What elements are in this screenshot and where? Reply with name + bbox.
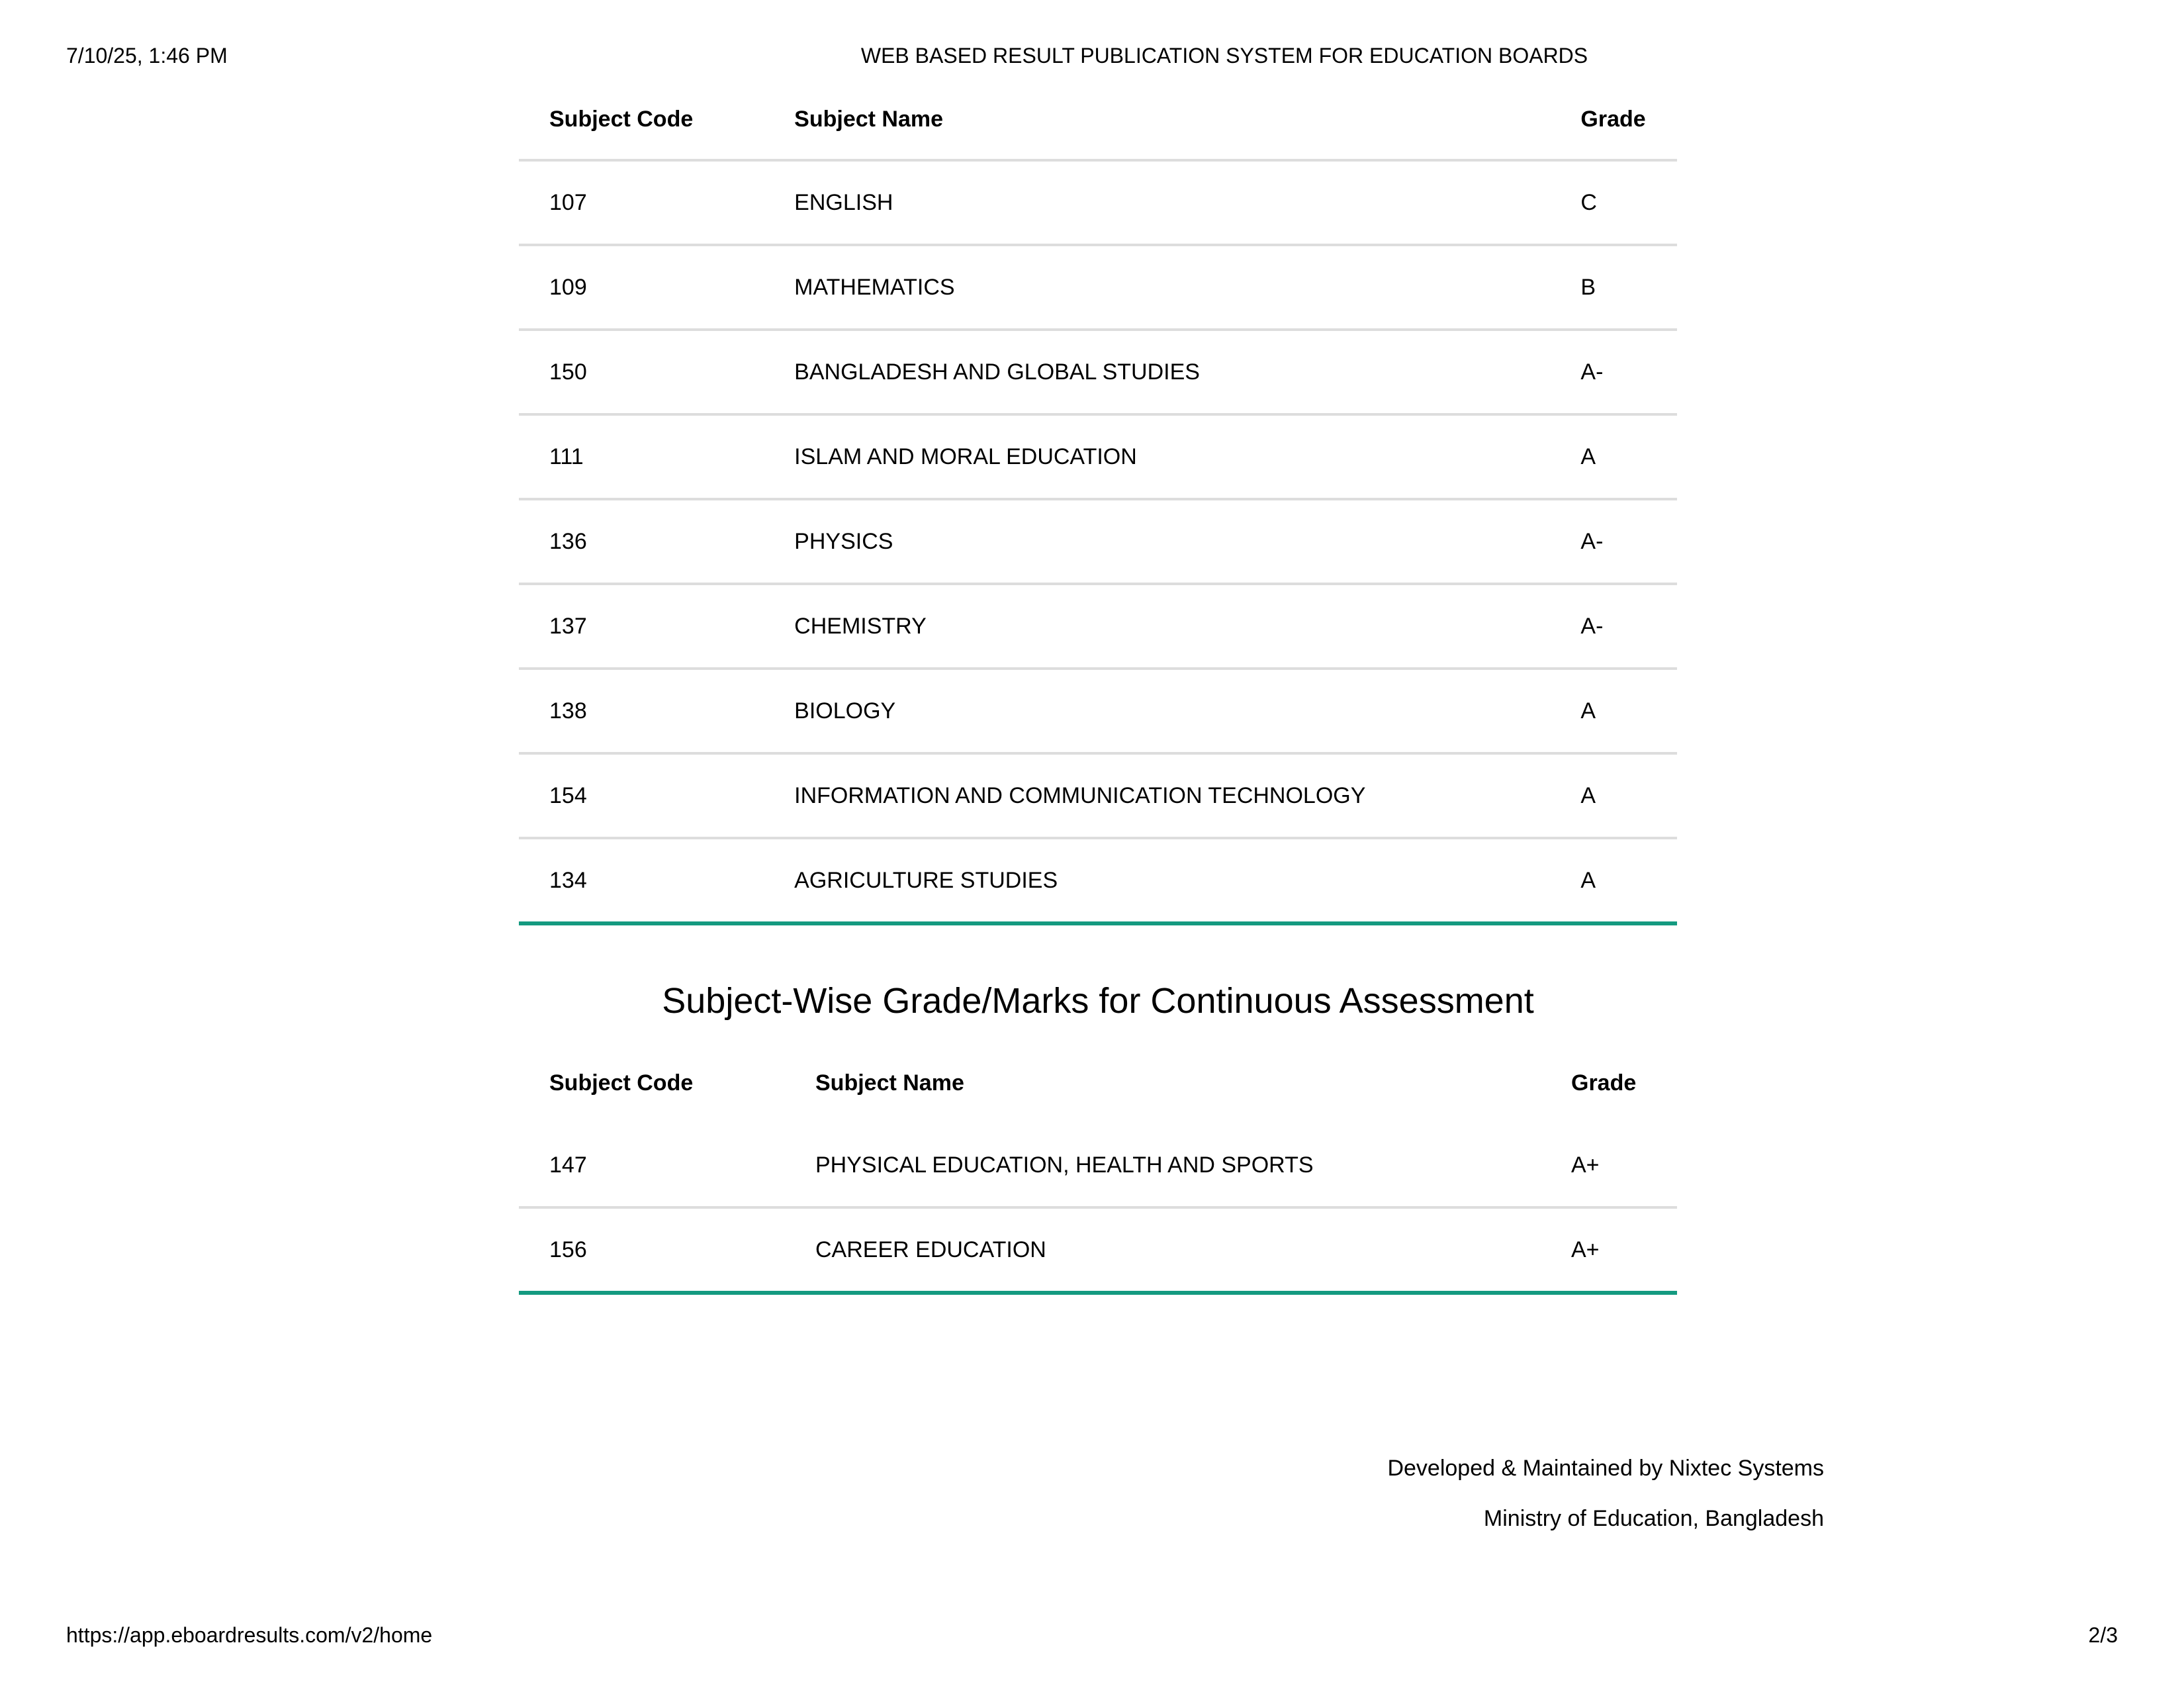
results-content: [519, 79, 1677, 1295]
table-row: [519, 669, 1677, 753]
developer-credit: Developed & Maintained by Nixtec Systems: [1387, 1456, 1824, 1481]
subject-name: ISLAM AND MORAL EDUCATION: [764, 414, 1550, 499]
table-row: [519, 414, 1677, 499]
subject-code-header: Subject Code: [549, 1070, 694, 1096]
print-page-number: 2/3: [2088, 1623, 2118, 1647]
table-row: [519, 330, 1677, 414]
site-credits: [1387, 1443, 1824, 1544]
subject-name: BANGLADESH AND GLOBAL STUDIES: [764, 330, 1550, 414]
subject-name: PHYSICAL EDUCATION, HEALTH AND SPORTS: [785, 1124, 1541, 1207]
subject-name: CHEMISTRY: [764, 584, 1550, 669]
subject-grade: A: [1550, 414, 1677, 499]
subject-code: 138: [519, 669, 764, 753]
subject-code: 147: [519, 1124, 785, 1207]
grade-header: Grade: [1571, 1070, 1637, 1096]
subject-name-header: Subject Name: [815, 1070, 964, 1096]
subject-grade: B: [1550, 245, 1677, 330]
ministry-credit: Ministry of Education, Bangladesh: [1483, 1506, 1824, 1531]
subject-grade: A: [1550, 669, 1677, 753]
subject-name: ENGLISH: [764, 160, 1550, 245]
subject-code-header: Subject Code: [519, 79, 764, 160]
subject-grade: A+: [1541, 1207, 1677, 1293]
subject-name: PHYSICS: [764, 499, 1550, 584]
subject-grade: A-: [1550, 584, 1677, 669]
subject-grade: A-: [1550, 499, 1677, 584]
subject-name: AGRICULTURE STUDIES: [764, 838, 1550, 923]
grade-header: Grade: [1550, 79, 1677, 160]
continuous-assessment-table: [519, 1042, 1677, 1295]
subject-code: 156: [519, 1207, 785, 1293]
table-row: [519, 838, 1677, 923]
subject-name: BIOLOGY: [764, 669, 1550, 753]
subject-grades-table: [519, 79, 1677, 925]
print-datetime: 7/10/25, 1:46 PM: [66, 44, 228, 68]
subject-grade: A+: [1541, 1124, 1677, 1207]
table-header-row: [519, 79, 1677, 160]
print-url: https://app.eboardresults.com/v2/home: [66, 1623, 433, 1647]
table-row: [519, 1124, 1677, 1207]
subject-code: 134: [519, 838, 764, 923]
table-header-row: [519, 1042, 1677, 1124]
subject-code: 136: [519, 499, 764, 584]
table-row: [519, 584, 1677, 669]
subject-name-header: Subject Name: [764, 79, 1550, 160]
table-row: [519, 160, 1677, 245]
subject-grade: C: [1550, 160, 1677, 245]
table-row: [519, 753, 1677, 838]
print-page-title: WEB BASED RESULT PUBLICATION SYSTEM FOR EDUCATION BOARDS: [860, 44, 1588, 68]
subject-code: 137: [519, 584, 764, 669]
subject-grade: A-: [1550, 330, 1677, 414]
subject-code: 111: [519, 414, 764, 499]
table-row: [519, 245, 1677, 330]
table-row: [519, 499, 1677, 584]
subject-code: 154: [519, 753, 764, 838]
subject-code: 107: [519, 160, 764, 245]
subject-name: INFORMATION AND COMMUNICATION TECHNOLOGY: [764, 753, 1550, 838]
subject-code: 109: [519, 245, 764, 330]
subject-grade: A: [1550, 838, 1677, 923]
continuous-assessment-title: Subject-Wise Grade/Marks for Continuous Assessment: [662, 981, 1534, 1021]
subject-grade: A: [1550, 753, 1677, 838]
subject-name: MATHEMATICS: [764, 245, 1550, 330]
subject-name: CAREER EDUCATION: [785, 1207, 1541, 1293]
table-row: [519, 1207, 1677, 1293]
subject-code: 150: [519, 330, 764, 414]
